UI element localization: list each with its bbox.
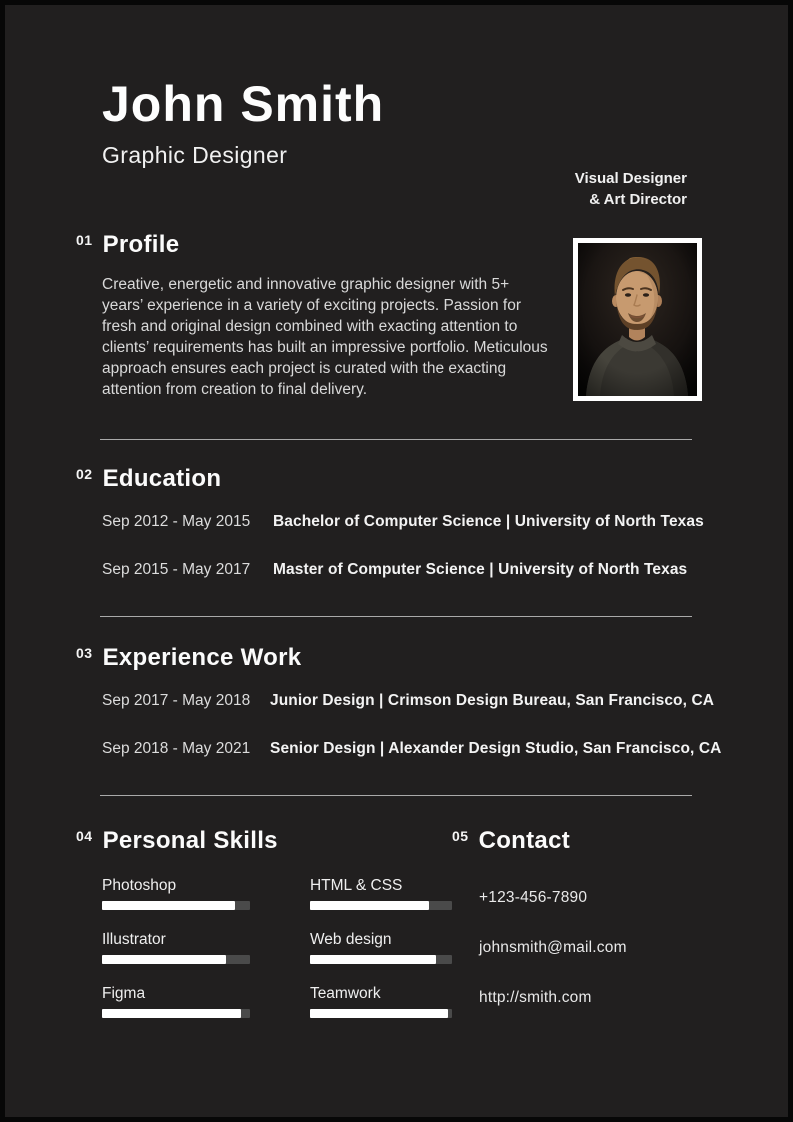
education-rows <box>102 513 788 579</box>
experience-detail: Junior Design | Crimson Design Bureau, San Francisco, CA <box>270 692 715 709</box>
experience-heading <box>5 644 788 672</box>
skill-bar <box>310 955 452 964</box>
experience-date: Sep 2018 - May 2021 <box>102 740 251 757</box>
section-title: Contact <box>478 827 571 854</box>
skill-item <box>102 931 250 964</box>
skill-bar <box>102 955 250 964</box>
section-number: 01 <box>76 232 93 248</box>
contact-phone: +123-456-7890 <box>479 889 588 906</box>
section-divider <box>100 439 692 440</box>
header <box>5 5 788 208</box>
experience-detail: Senior Design | Alexander Design Studio, San Francisco, CA <box>270 740 722 757</box>
skill-bar <box>310 1009 452 1018</box>
section-number: 03 <box>76 645 93 661</box>
section-divider <box>100 616 692 617</box>
skill-bar-fill <box>310 1009 448 1018</box>
experience-row <box>102 692 788 710</box>
section-number: 02 <box>76 466 93 482</box>
education-detail: Master of Computer Science | University of North Texas <box>273 561 688 578</box>
education-date: Sep 2012 - May 2015 <box>102 513 251 530</box>
skill-label: Teamwork <box>309 985 381 1002</box>
tagline-line1: Visual Designer <box>574 170 687 187</box>
skill-item <box>102 877 250 910</box>
bottom-columns <box>5 827 788 1039</box>
section-title: Experience Work <box>102 644 302 671</box>
skill-item <box>310 877 452 910</box>
education-row <box>102 561 788 579</box>
skill-item <box>310 985 452 1018</box>
skill-bar <box>102 901 250 910</box>
section-title: Personal Skills <box>102 827 278 854</box>
skill-bar-fill <box>310 901 429 910</box>
skill-item <box>310 931 452 964</box>
tagline-line2: & Art Director <box>589 191 687 208</box>
skill-label: Illustrator <box>102 931 166 948</box>
skill-label: HTML & CSS <box>309 877 403 894</box>
contact-website: http://smith.com <box>479 989 592 1006</box>
skills-heading <box>5 827 452 855</box>
section-education <box>5 465 788 579</box>
skills-grid <box>102 877 452 1039</box>
section-divider <box>100 795 692 796</box>
section-title: Education <box>102 465 222 492</box>
skill-item <box>102 985 250 1018</box>
skill-label: Figma <box>102 985 146 1002</box>
skill-bar <box>102 1009 250 1018</box>
section-contact <box>452 827 627 1039</box>
section-title: Profile <box>102 231 180 258</box>
profile-summary: Creative, energetic and innovative graphic designer with 5+ years’ experience in a variety of exciting projects. Passion for fresh and original design combined with exacting attention to clients’ requirements has built an impressive portfolio. Meticulous approach ensures each project is curated with the exacting attention from creation to final delivery. <box>102 276 548 398</box>
skill-bar-fill <box>102 1009 241 1018</box>
skill-bar <box>310 901 452 910</box>
experience-date: Sep 2017 - May 2018 <box>102 692 251 709</box>
education-date: Sep 2015 - May 2017 <box>102 561 251 578</box>
section-skills <box>5 827 452 1039</box>
person-name: John Smith <box>102 76 385 132</box>
skill-bar-fill <box>102 955 226 964</box>
portrait-photo <box>573 238 702 401</box>
section-experience <box>5 644 788 758</box>
tagline <box>575 168 687 210</box>
contact-email: johnsmith@mail.com <box>479 939 627 956</box>
education-row <box>102 513 788 531</box>
section-number: 04 <box>76 828 93 844</box>
experience-rows <box>102 692 788 758</box>
education-heading <box>5 465 788 493</box>
contact-items <box>479 889 627 1007</box>
job-title: Graphic Designer <box>102 142 288 168</box>
skill-bar-fill <box>310 955 436 964</box>
skill-label: Web design <box>309 931 392 948</box>
experience-row <box>102 740 788 758</box>
education-detail: Bachelor of Computer Science | University of North Texas <box>273 513 704 530</box>
skill-bar-fill <box>102 901 235 910</box>
skills-column-right <box>310 877 452 1039</box>
contact-heading <box>452 827 627 855</box>
man-portrait-illustration <box>578 243 697 396</box>
skill-label: Photoshop <box>102 877 177 894</box>
skills-column-left <box>102 877 250 1039</box>
section-profile <box>5 231 788 400</box>
section-number: 05 <box>452 828 469 844</box>
